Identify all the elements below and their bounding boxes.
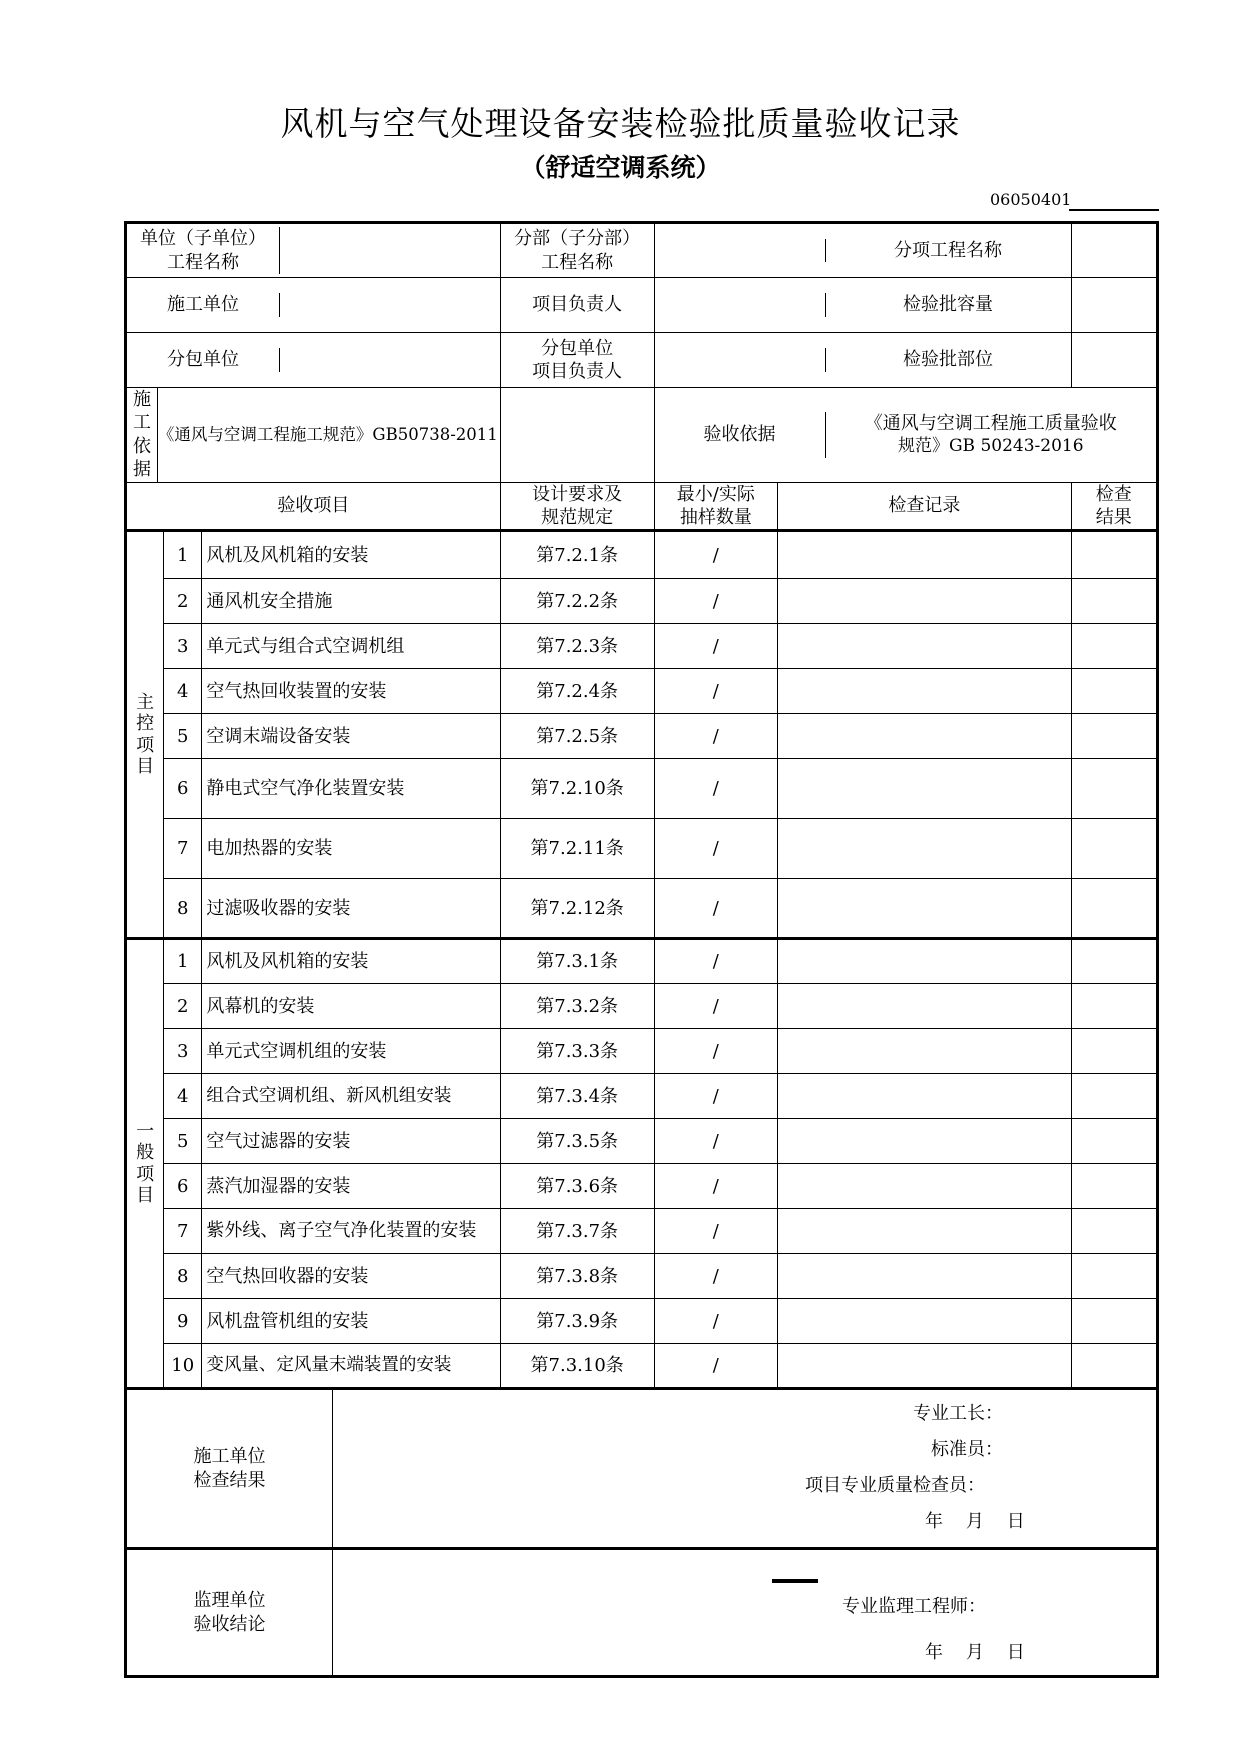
row-item-name: 组合式空调机组、新风机组安装: [202, 1074, 500, 1119]
row-sample: /: [654, 819, 778, 879]
row-number: 6: [164, 759, 202, 819]
row-sample: /: [654, 624, 778, 669]
row-item-name: 风机盘管机组的安装: [202, 1299, 500, 1344]
subitem-label: 分项工程名称: [894, 239, 1003, 261]
row-result-field[interactable]: [1071, 1254, 1157, 1299]
acceptance-basis-value-2: 规范》GB 50243-2016: [897, 436, 1084, 457]
unit-name-label-cell: [126, 223, 501, 278]
row-sample: /: [654, 1299, 778, 1344]
basis-value: 《通风与空调工程施工规范》GB50738-2011: [157, 425, 498, 445]
row-item-name: 通风机安全措施: [202, 579, 500, 624]
unit-name-field[interactable]: [280, 227, 500, 274]
row-item-name: 空气热回收装置的安装: [202, 669, 500, 714]
row-clause: 第7.2.3条: [500, 624, 654, 669]
row-sample: /: [654, 669, 778, 714]
row-number: 5: [164, 1119, 202, 1164]
table-row: [126, 1254, 1158, 1299]
row-record-field[interactable]: [778, 1299, 1071, 1344]
row-sample: /: [654, 759, 778, 819]
subitem-field[interactable]: [1071, 223, 1157, 278]
row-sample: /: [654, 1254, 778, 1299]
row-number: 9: [164, 1299, 202, 1344]
subcontract-unit-label: 分包单位: [127, 348, 280, 371]
col-result-header: [1071, 482, 1157, 531]
row-record-field[interactable]: [778, 579, 1071, 624]
subcontract-leader-label-1: 分包单位: [541, 337, 614, 359]
row-record-field[interactable]: [778, 1074, 1071, 1119]
row-item-name: 蒸汽加湿器的安装: [202, 1164, 500, 1209]
inspector-label: 项目专业质量检查员：: [805, 1475, 985, 1497]
table-row: [126, 624, 1158, 669]
row-sample: /: [654, 1209, 778, 1254]
col-design-header: [500, 482, 654, 531]
dash-mark: [772, 1579, 818, 1583]
table-row: [126, 759, 1158, 819]
row-number: 6: [164, 1164, 202, 1209]
row-item-name: 空气过滤器的安装: [202, 1119, 500, 1164]
acceptance-basis-value-1: 《通风与空调工程施工质量验收: [864, 413, 1117, 435]
row-item-name: 风幕机的安装: [202, 984, 500, 1029]
row-record-field[interactable]: [778, 939, 1071, 984]
row-result-field[interactable]: [1071, 669, 1157, 714]
row-clause: 第7.2.2条: [500, 579, 654, 624]
row-record-field[interactable]: [778, 669, 1071, 714]
main-control-char: 项: [136, 734, 155, 756]
subcontract-leader-field[interactable]: [655, 348, 826, 371]
table-row: [126, 531, 1158, 579]
row-item-name: 空气热回收器的安装: [202, 1254, 500, 1299]
row-record-field[interactable]: [778, 531, 1071, 579]
row-result-field[interactable]: [1071, 879, 1157, 939]
table-row: [126, 669, 1158, 714]
dept-subitem-cell: [654, 223, 1071, 278]
table-row: [126, 939, 1158, 984]
row-number: 5: [164, 714, 202, 759]
row-result-field[interactable]: [1071, 624, 1157, 669]
basis-value-tail-cell: [500, 388, 654, 483]
row-sample: /: [654, 939, 778, 984]
row-record-field[interactable]: [778, 714, 1071, 759]
general-label: [126, 939, 164, 1389]
row-clause: 第7.3.7条: [500, 1209, 654, 1254]
row-result-field[interactable]: [1071, 1209, 1157, 1254]
row-item-name: 紫外线、离子空气净化装置的安装: [202, 1209, 500, 1254]
row-clause: 第7.3.3条: [500, 1029, 654, 1074]
row-clause: 第7.3.10条: [500, 1344, 654, 1389]
construction-check-label-2: 检查结果: [193, 1469, 266, 1491]
row-item-name: 单元式空调机组的安装: [202, 1029, 500, 1074]
project-leader-field[interactable]: [655, 293, 826, 316]
row-result-field[interactable]: [1071, 1029, 1157, 1074]
row-clause: 第7.3.4条: [500, 1074, 654, 1119]
row-sample: /: [654, 1074, 778, 1119]
foreman-label: 专业工长：: [913, 1403, 1003, 1425]
row-record-field[interactable]: [778, 819, 1071, 879]
general-char: 般: [136, 1142, 155, 1164]
construction-unit-label: 施工单位: [127, 293, 280, 316]
row-record-field[interactable]: [778, 1164, 1071, 1209]
main-control-char: 控: [136, 713, 155, 735]
row-sample: /: [654, 1119, 778, 1164]
document-code: 06050401: [990, 190, 1072, 209]
row-number: 7: [164, 1209, 202, 1254]
row-record-field[interactable]: [778, 1254, 1071, 1299]
col-sample-1: 最小/实际: [676, 483, 755, 505]
main-control-char: 目: [136, 756, 155, 778]
row-sample: /: [654, 579, 778, 624]
row-result-field[interactable]: [1071, 939, 1157, 984]
row-number: 8: [164, 1254, 202, 1299]
row-number: 8: [164, 879, 202, 939]
row-result-field[interactable]: [1071, 714, 1157, 759]
dept-label-cell: [500, 223, 654, 278]
row-record-field[interactable]: [778, 1209, 1071, 1254]
col-result-2: 结果: [1095, 506, 1132, 528]
supervision-section: [126, 1549, 1158, 1677]
supervision-label-2: 验收结论: [193, 1613, 266, 1635]
subcontract-leader-label-cell: [500, 333, 654, 388]
col-sample-header: [654, 482, 778, 531]
row-result-field[interactable]: [1071, 579, 1157, 624]
table-row: [126, 714, 1158, 759]
table-row: [126, 1209, 1158, 1254]
row-number: 7: [164, 819, 202, 879]
table-row: [126, 1299, 1158, 1344]
row-record-field[interactable]: [778, 1119, 1071, 1164]
acceptance-basis-cell: [654, 388, 1157, 483]
inspection-record-table: [124, 221, 1159, 1678]
row-record-field[interactable]: [778, 1344, 1071, 1389]
row-item-name: 单元式与组合式空调机组: [202, 624, 500, 669]
table-row: [126, 1344, 1158, 1389]
row-number: 2: [164, 984, 202, 1029]
row-sample: /: [654, 1164, 778, 1209]
row-sample: /: [654, 531, 778, 579]
row-clause: 第7.3.8条: [500, 1254, 654, 1299]
general-char: 项: [136, 1163, 155, 1185]
construction-unit-cell: [126, 278, 501, 333]
subcontract-leader-label-2: 项目负责人: [532, 361, 623, 382]
row-number: 3: [164, 624, 202, 669]
batch-location-label: 检验批部位: [903, 349, 994, 371]
row-result-field[interactable]: [1071, 531, 1157, 579]
construction-date-label: 年 月 日: [925, 1511, 1025, 1533]
row-result-field[interactable]: [1071, 1164, 1157, 1209]
dept-label-1: 分部（子分部）: [514, 228, 641, 250]
general-char: 目: [136, 1185, 155, 1207]
table-row: [126, 879, 1158, 939]
table-row: [126, 819, 1158, 879]
col-sample-2: 抽样数量: [679, 506, 752, 528]
row-clause: 第7.3.5条: [500, 1119, 654, 1164]
row-sample: /: [654, 1344, 778, 1389]
row-clause: 第7.2.5条: [500, 714, 654, 759]
row-sample: /: [654, 879, 778, 939]
unit-name-label-2: 工程名称: [167, 251, 239, 273]
row-result-field[interactable]: [1071, 1344, 1157, 1389]
document-code-underline: [1069, 209, 1159, 211]
row-clause: 第7.3.9条: [500, 1299, 654, 1344]
row-clause: 第7.2.4条: [500, 669, 654, 714]
row-record-field[interactable]: [778, 879, 1071, 939]
row-record-field[interactable]: [778, 984, 1071, 1029]
table-row: [126, 1164, 1158, 1209]
row-sample: /: [654, 984, 778, 1029]
construction-unit-field[interactable]: [280, 293, 500, 316]
unit-name-label-1: 单位（子单位）: [140, 228, 266, 250]
col-item-header: 验收项目: [126, 482, 501, 531]
row-result-field[interactable]: [1071, 984, 1157, 1029]
main-control-label: [126, 531, 164, 939]
standard-label: 标准员：: [931, 1439, 1003, 1461]
subleader-location-cell: [654, 333, 1071, 388]
row-clause: 第7.2.11条: [500, 819, 654, 879]
batch-capacity-label: 检验批容量: [903, 294, 994, 316]
row-item-name: 空调末端设备安装: [202, 714, 500, 759]
acceptance-basis-label: 验收依据: [655, 412, 826, 457]
row-sample: /: [654, 1029, 778, 1074]
row-clause: 第7.2.1条: [500, 531, 654, 579]
row-result-field[interactable]: [1071, 759, 1157, 819]
construction-check-signature-area[interactable]: [333, 1390, 1156, 1547]
row-result-field[interactable]: [1071, 1299, 1157, 1344]
leader-capacity-cell: [654, 278, 1071, 333]
row-sample: /: [654, 714, 778, 759]
row-result-field[interactable]: [1071, 1074, 1157, 1119]
row-item-name: 风机及风机箱的安装: [202, 531, 500, 579]
row-clause: 第7.2.10条: [500, 759, 654, 819]
document-title: 风机与空气处理设备安装检验批质量验收记录: [280, 104, 961, 143]
table-row: [126, 1119, 1158, 1164]
row-record-field[interactable]: [778, 1029, 1071, 1074]
col-record-header: 检查记录: [778, 482, 1071, 531]
row-number: 4: [164, 1074, 202, 1119]
supervision-engineer-label: 专业监理工程师：: [842, 1596, 986, 1618]
row-number: 10: [164, 1344, 202, 1389]
supervision-date-label: 年 月 日: [925, 1642, 1025, 1664]
document-subtitle: （舒适空调系统）: [520, 153, 721, 182]
subcontract-unit-cell: [126, 333, 501, 388]
row-item-name: 电加热器的安装: [202, 819, 500, 879]
supervision-signature-area[interactable]: [333, 1550, 1156, 1675]
row-record-field[interactable]: [778, 759, 1071, 819]
row-record-field[interactable]: [778, 624, 1071, 669]
row-clause: 第7.3.1条: [500, 939, 654, 984]
table-row: [126, 984, 1158, 1029]
general-char: 一: [136, 1120, 155, 1142]
row-item-name: 静电式空气净化装置安装: [202, 759, 500, 819]
row-clause: 第7.2.12条: [500, 879, 654, 939]
project-leader-label: 项目负责人: [500, 278, 654, 333]
row-clause: 第7.3.6条: [500, 1164, 654, 1209]
construction-check-section: [126, 1389, 1158, 1549]
subcontract-unit-field[interactable]: [280, 348, 500, 371]
row-number: 2: [164, 579, 202, 624]
batch-location-field[interactable]: [1071, 333, 1157, 388]
table-row: [126, 1074, 1158, 1119]
row-number: 1: [164, 531, 202, 579]
dept-label-2: 工程名称: [541, 251, 614, 273]
row-clause: 第7.3.2条: [500, 984, 654, 1029]
dept-name-field[interactable]: [655, 239, 826, 262]
row-item-name: 过滤吸收器的安装: [202, 879, 500, 939]
row-number: 3: [164, 1029, 202, 1074]
row-result-field[interactable]: [1071, 819, 1157, 879]
basis-label: 施工依据: [127, 388, 158, 482]
batch-capacity-field[interactable]: [1071, 278, 1157, 333]
supervision-label-1: 监理单位: [193, 1590, 266, 1612]
table-row: [126, 579, 1158, 624]
table-row: [126, 1029, 1158, 1074]
row-number: 4: [164, 669, 202, 714]
main-control-char: 主: [136, 691, 155, 713]
construction-check-label-1: 施工单位: [193, 1446, 266, 1468]
row-number: 1: [164, 939, 202, 984]
col-design-2: 规范规定: [541, 506, 614, 528]
row-result-field[interactable]: [1071, 1119, 1157, 1164]
col-design-1: 设计要求及: [532, 483, 623, 505]
basis-cell: [126, 388, 501, 483]
row-item-name: 变风量、定风量末端装置的安装: [202, 1344, 500, 1389]
col-result-1: 检查: [1095, 483, 1132, 505]
row-item-name: 风机及风机箱的安装: [202, 939, 500, 984]
